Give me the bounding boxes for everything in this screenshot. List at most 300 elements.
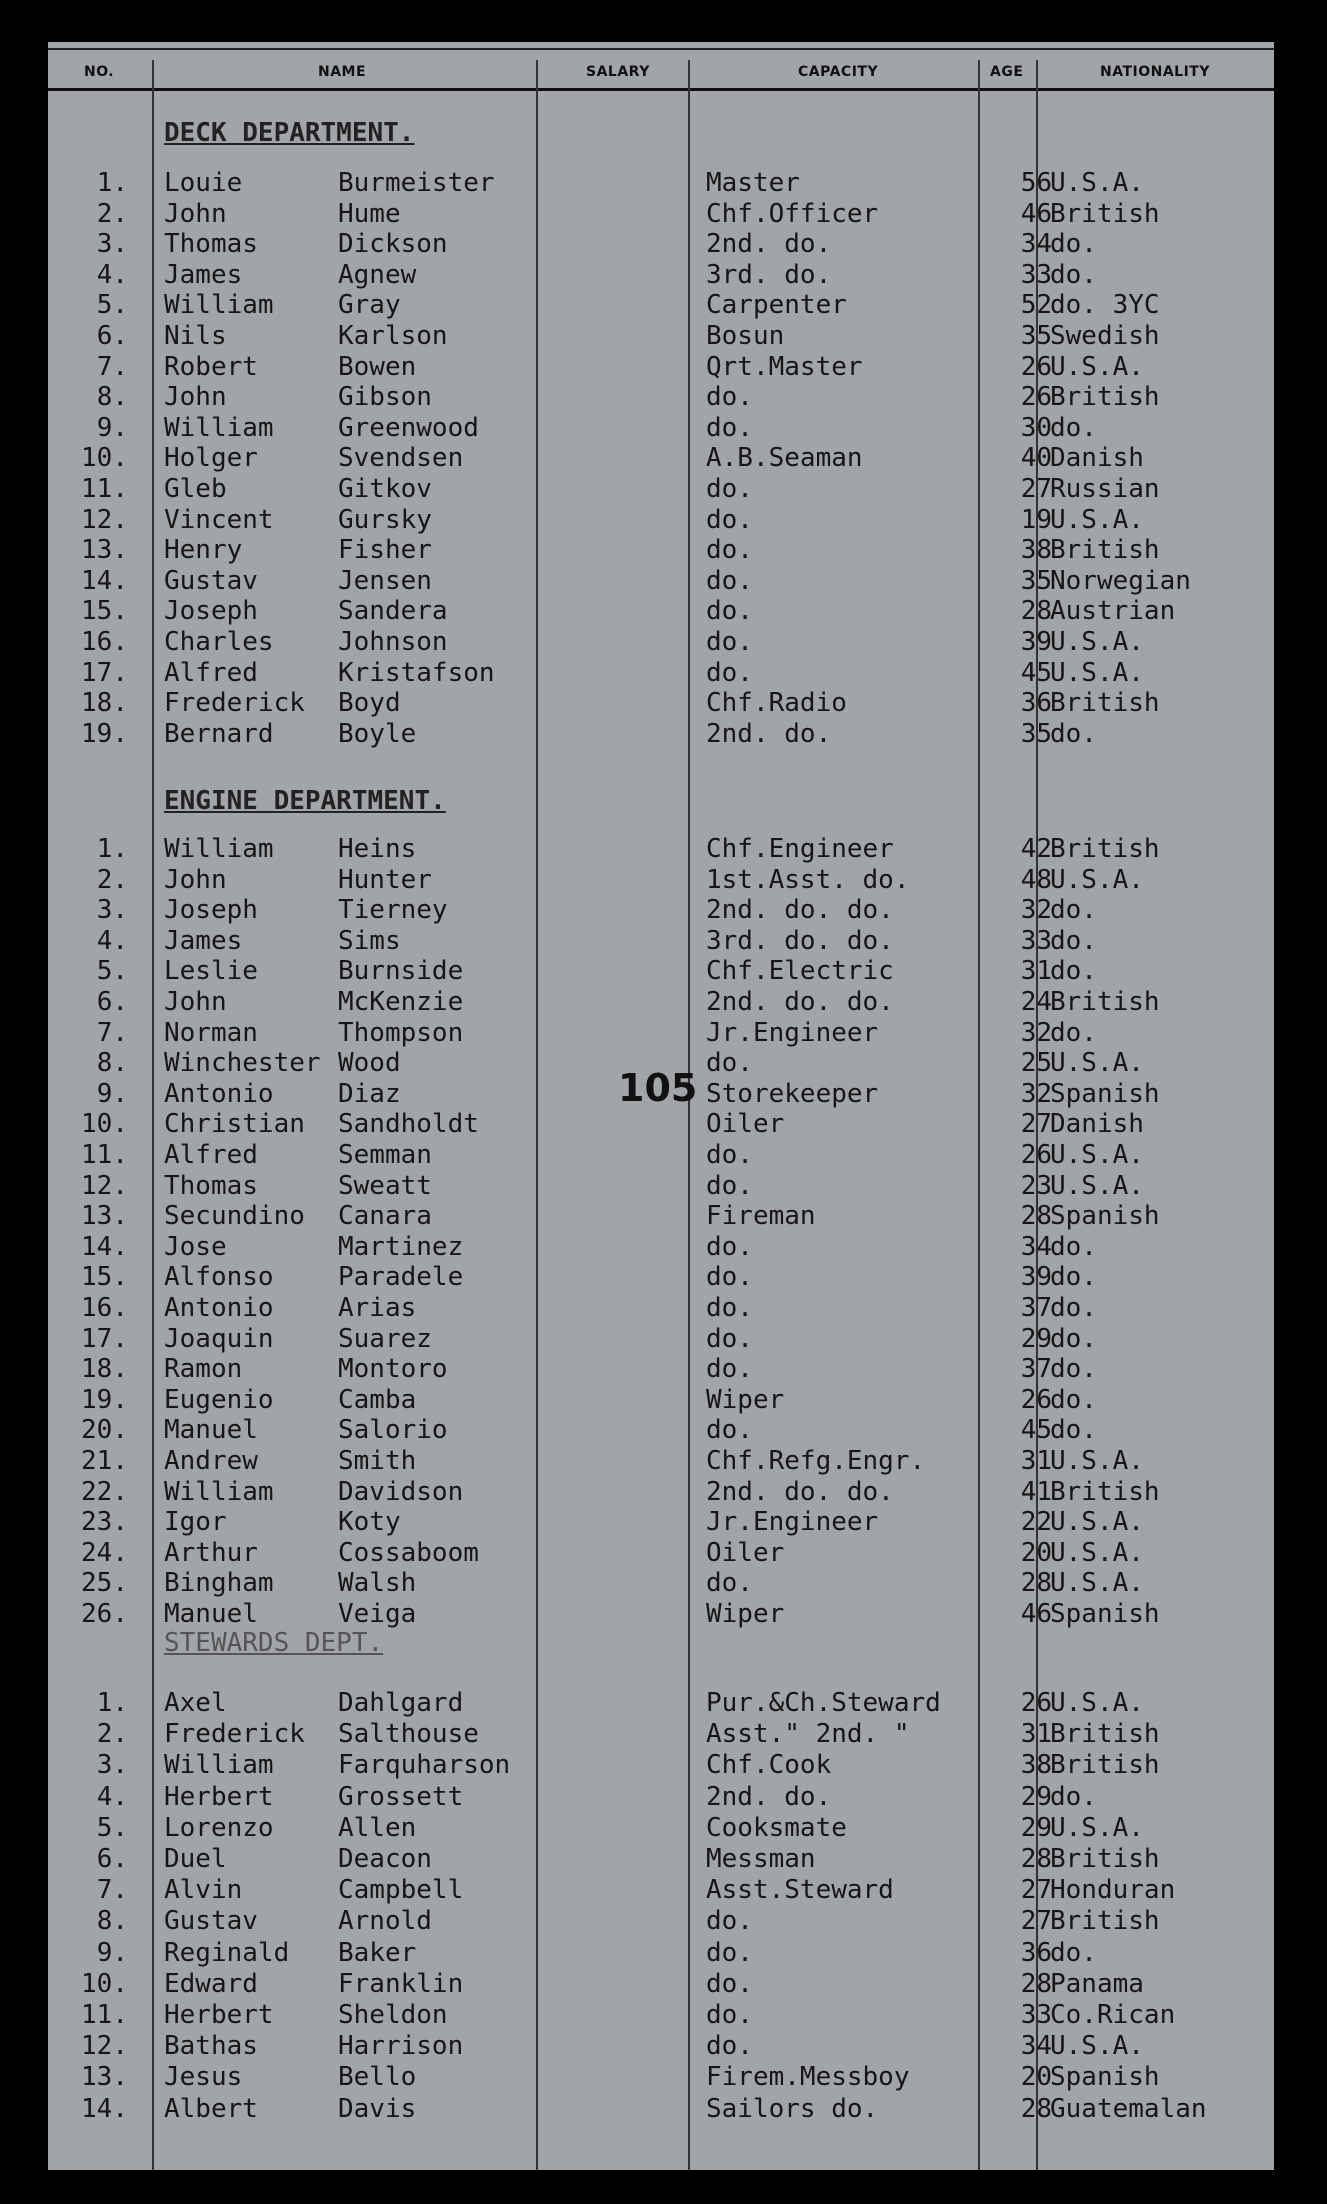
crew-number: 12. [81,2031,128,2062]
crew-first-name: William [164,834,274,864]
crew-capacity: Master [706,168,800,198]
crew-number: 11. [81,474,128,504]
crew-last-name: Arnold [338,1906,432,1937]
crew-last-name: Harrison [338,2031,464,2062]
crew-last-name: Franklin [338,1968,464,1999]
crew-age: 38 [1020,1750,1052,1781]
crew-age: 46 [1020,198,1052,229]
crew-last-name: Diaz [338,1078,401,1109]
crew-last-name: Kristafson [338,657,495,688]
crew-nationality: Spanish [1050,2062,1160,2093]
crew-first-name: Joseph [164,596,258,627]
crew-age: 39 [1020,627,1052,657]
crew-number: 6. [96,1844,128,1874]
crew-age: 27 [1020,474,1052,504]
crew-row [48,1109,1274,1139]
crew-first-name: Duel [164,1844,227,1874]
crew-age: 20 [1020,2062,1052,2093]
crew-nationality: Swedish [1050,321,1160,351]
crew-first-name: Norman [164,1017,258,1048]
crew-row [48,352,1274,382]
crew-row [48,1688,1274,1718]
crew-capacity: do. [706,504,753,535]
crew-capacity: Cooksmate [706,1812,847,1843]
crew-nationality: U.S.A. [1050,1537,1144,1568]
crew-capacity: 1st.Asst. do. [706,864,910,895]
crew-capacity: Oiler [706,1109,785,1140]
crew-age: 27 [1020,1875,1052,1906]
crew-first-name: Thomas [164,1170,258,1201]
crew-age: 26 [1020,1140,1052,1170]
crew-first-name: Manuel [164,1599,258,1629]
crew-first-name: Albert [164,2093,258,2124]
crew-row [48,535,1274,565]
crew-capacity: do. [706,1906,753,1937]
crew-age: 32 [1020,1017,1052,1048]
crew-nationality: do. [1050,956,1097,987]
crew-capacity: Qrt.Master [706,351,863,382]
crew-row [48,1568,1274,1598]
crew-row [48,1719,1274,1749]
crew-nationality: Danish [1050,1109,1144,1140]
crew-nationality: British [1050,1906,1160,1937]
crew-nationality: U.S.A. [1050,1568,1144,1599]
crew-capacity: Messman [706,1844,816,1874]
crew-row [48,2031,1274,2061]
crew-last-name: Cossaboom [338,1537,479,1568]
crew-age: 37 [1020,1354,1052,1385]
crew-first-name: William [164,1476,274,1507]
header-nationality: NATIONALITY [1100,64,1210,80]
crew-number: 17. [81,657,128,688]
crew-last-name: Arias [338,1293,417,1323]
crew-capacity: do. [706,1140,753,1170]
crew-row [48,290,1274,320]
crew-number: 23. [81,1507,128,1538]
crew-last-name: Sandholdt [338,1109,479,1140]
crew-number: 5. [96,956,128,987]
crew-first-name: William [164,290,274,321]
crew-number: 4. [96,259,128,290]
crew-capacity: Oiler [706,1537,785,1568]
crew-first-name: Winchester [164,1048,321,1079]
crew-row [48,1969,1274,1999]
crew-age: 29 [1020,1323,1052,1354]
crew-row [48,834,1274,864]
crew-first-name: Antonio [164,1078,274,1109]
crew-first-name: Bathas [164,2031,258,2062]
crew-row [48,2094,1274,2124]
crew-last-name: Bello [338,2062,417,2093]
crew-capacity: Asst." 2nd. " [706,1719,910,1750]
crew-last-name: Semman [338,1140,432,1170]
crew-row [48,229,1274,259]
crew-row [48,1750,1274,1780]
crew-number: 2. [96,198,128,229]
crew-row [48,321,1274,351]
section-title-engine: ENGINE DEPARTMENT. [164,786,446,816]
crew-number: 3. [96,229,128,260]
crew-row [48,1938,1274,1968]
crew-first-name: Igor [164,1507,227,1538]
crew-first-name: Arthur [164,1537,258,1568]
header-capacity: CAPACITY [798,64,879,80]
crew-nationality: do. [1050,1415,1097,1446]
crew-first-name: Edward [164,1968,258,1999]
crew-number: 13. [81,1201,128,1232]
crew-last-name: Tierney [338,895,448,926]
crew-age: 34 [1020,1231,1052,1262]
crew-last-name: Wood [338,1048,401,1079]
crew-last-name: Salthouse [338,1719,479,1750]
crew-last-name: Camba [338,1384,417,1415]
crew-row [48,566,1274,596]
crew-row [48,2000,1274,2030]
crew-first-name: Eugenio [164,1384,274,1415]
crew-age: 28 [1020,2093,1052,2124]
crew-row [48,168,1274,198]
crew-first-name: Frederick [164,688,305,719]
crew-first-name: Bingham [164,1568,274,1599]
crew-nationality: do. [1050,229,1097,260]
crew-nationality: do. [1050,718,1097,749]
crew-first-name: Herbert [164,1781,274,1812]
crew-age: 19 [1020,504,1052,535]
crew-nationality: U.S.A. [1050,657,1144,688]
crew-last-name: Hume [338,198,401,229]
crew-first-name: Leslie [164,956,258,987]
crew-first-name: William [164,1750,274,1781]
crew-last-name: Martinez [338,1231,464,1262]
crew-row [48,1906,1274,1936]
crew-row [48,1538,1274,1568]
crew-capacity: Wiper [706,1599,785,1629]
crew-age: 23 [1020,1170,1052,1201]
crew-age: 28 [1020,596,1052,627]
crew-capacity: Pur.&Ch.Steward [706,1688,941,1718]
crew-number: 10. [81,1109,128,1140]
crew-last-name: Grossett [338,1781,464,1812]
crew-last-name: Gursky [338,504,432,535]
crew-number: 16. [81,627,128,657]
crew-capacity: Chf.Officer [706,198,879,229]
crew-capacity: 2nd. do. do. [706,1476,894,1507]
crew-number: 9. [96,1078,128,1109]
crew-last-name: Davidson [338,1476,464,1507]
crew-number: 14. [81,1231,128,1262]
crew-capacity: do. [706,2031,753,2062]
crew-capacity: do. [706,1293,753,1323]
crew-last-name: McKenzie [338,987,464,1017]
crew-number: 4. [96,1781,128,1812]
header-name: NAME [318,64,367,80]
header-rule [48,88,1274,91]
crew-row [48,1385,1274,1415]
crew-first-name: John [164,198,227,229]
crew-row [48,382,1274,412]
header-no: NO. [84,64,115,80]
crew-age: 34 [1020,2031,1052,2062]
crew-age: 36 [1020,1937,1052,1968]
crew-capacity: do. [706,1048,753,1079]
crew-first-name: Gustav [164,1906,258,1937]
crew-first-name: Reginald [164,1937,290,1968]
crew-age: 33 [1020,925,1052,956]
crew-row [48,1324,1274,1354]
crew-row [48,474,1274,504]
crew-age: 26 [1020,1384,1052,1415]
crew-last-name: Walsh [338,1568,417,1599]
crew-first-name: Herbert [164,2000,274,2030]
crew-nationality: British [1050,834,1160,864]
crew-last-name: Greenwood [338,412,479,443]
crew-nationality: do. [1050,1937,1097,1968]
crew-capacity: do. [706,565,753,596]
crew-row [48,1354,1274,1384]
crew-number: 5. [96,290,128,321]
crew-capacity: Carpenter [706,290,847,321]
crew-nationality: do. [1050,895,1097,926]
crew-age: 31 [1020,1446,1052,1476]
crew-capacity: do. [706,535,753,566]
crew-first-name: Joaquin [164,1323,274,1354]
crew-number: 10. [81,1968,128,1999]
crew-last-name: Paradele [338,1262,464,1293]
crew-row [48,1018,1274,1048]
crew-nationality: Russian [1050,474,1160,504]
page-stamp-number: 105 [618,1066,698,1110]
crew-first-name: John [164,987,227,1017]
crew-number: 1. [96,834,128,864]
crew-row [48,1262,1274,1292]
crew-number: 15. [81,1262,128,1293]
crew-number: 3. [96,895,128,926]
crew-nationality: Spanish [1050,1599,1160,1629]
crew-age: 32 [1020,895,1052,926]
crew-first-name: Louie [164,168,243,198]
crew-nationality: do. [1050,1384,1097,1415]
crew-number: 21. [81,1446,128,1476]
crew-first-name: Thomas [164,229,258,260]
crew-number: 25. [81,1568,128,1599]
crew-age: 38 [1020,535,1052,566]
crew-row [48,1813,1274,1843]
crew-capacity: do. [706,1937,753,1968]
crew-nationality: British [1050,1719,1160,1750]
crew-age: 36 [1020,688,1052,719]
crew-age: 45 [1020,1415,1052,1446]
crew-last-name: Allen [338,1812,417,1843]
crew-capacity: Firem.Messboy [706,2062,910,2093]
crew-first-name: Vincent [164,504,274,535]
crew-first-name: Robert [164,351,258,382]
crew-age: 28 [1020,1568,1052,1599]
crew-last-name: Montoro [338,1354,448,1385]
crew-capacity: do. [706,474,753,504]
crew-age: 32 [1020,1078,1052,1109]
crew-age: 33 [1020,2000,1052,2030]
crew-row [48,956,1274,986]
crew-row [48,1171,1274,1201]
crew-row [48,987,1274,1017]
crew-first-name: Alfred [164,657,258,688]
crew-age: 27 [1020,1109,1052,1140]
crew-capacity: 3rd. do. do. [706,925,894,956]
crew-nationality: U.S.A. [1050,1688,1144,1718]
crew-row [48,719,1274,749]
crew-last-name: Dickson [338,229,448,260]
crew-age: 35 [1020,718,1052,749]
crew-nationality: Honduran [1050,1875,1176,1906]
crew-last-name: Gray [338,290,401,321]
crew-number: 5. [96,1812,128,1843]
crew-number: 7. [96,351,128,382]
crew-age: 26 [1020,382,1052,413]
crew-nationality: U.S.A. [1050,2031,1144,2062]
crew-number: 8. [96,1048,128,1079]
crew-nationality: British [1050,382,1160,413]
crew-row [48,505,1274,535]
crew-age: 46 [1020,1599,1052,1629]
crew-age: 45 [1020,657,1052,688]
crew-last-name: Hunter [338,864,432,895]
crew-last-name: Johnson [338,627,448,657]
crew-nationality: Norwegian [1050,565,1191,596]
crew-first-name: James [164,259,243,290]
crew-nationality: Panama [1050,1968,1144,1999]
crew-nationality: do. [1050,1262,1097,1293]
crew-capacity: do. [706,1415,753,1446]
crew-capacity: 2nd. do. [706,718,832,749]
crew-number: 11. [81,2000,128,2030]
crew-row [48,443,1274,473]
crew-age: 22 [1020,1507,1052,1538]
crew-number: 8. [96,1906,128,1937]
crew-last-name: Dahlgard [338,1688,464,1718]
crew-first-name: Jesus [164,2062,243,2093]
crew-capacity: Storekeeper [706,1078,879,1109]
crew-first-name: Jose [164,1231,227,1262]
crew-age: 35 [1020,565,1052,596]
crew-last-name: Veiga [338,1599,417,1629]
crew-nationality: U.S.A. [1050,1446,1144,1476]
crew-last-name: Sandera [338,596,448,627]
crew-row [48,1875,1274,1905]
crew-capacity: Chf.Cook [706,1750,832,1781]
crew-capacity: do. [706,1323,753,1354]
crew-age: 37 [1020,1293,1052,1323]
crew-row [48,1477,1274,1507]
crew-age: 42 [1020,834,1052,864]
crew-number: 9. [96,412,128,443]
crew-first-name: James [164,925,243,956]
crew-number: 7. [96,1875,128,1906]
top-rule [48,48,1274,50]
crew-capacity: Jr.Engineer [706,1017,879,1048]
crew-nationality: do. [1050,1293,1097,1323]
crew-row [48,413,1274,443]
crew-last-name: Campbell [338,1875,464,1906]
crew-number: 17. [81,1323,128,1354]
crew-age: 31 [1020,956,1052,987]
crew-number: 4. [96,925,128,956]
header-salary: SALARY [586,64,650,80]
crew-capacity: 2nd. do. [706,1781,832,1812]
crew-last-name: Sweatt [338,1170,432,1201]
crew-age: 39 [1020,1262,1052,1293]
crew-first-name: Secundino [164,1201,305,1232]
crew-capacity: Jr.Engineer [706,1507,879,1538]
crew-last-name: Davis [338,2093,417,2124]
crew-last-name: Svendsen [338,443,464,474]
crew-age: 28 [1020,1844,1052,1874]
crew-last-name: Agnew [338,259,417,290]
crew-last-name: Bowen [338,351,417,382]
crew-first-name: William [164,412,274,443]
crew-number: 19. [81,718,128,749]
crew-first-name: Lorenzo [164,1812,274,1843]
crew-nationality: British [1050,688,1160,719]
crew-row [48,658,1274,688]
crew-row [48,1293,1274,1323]
crew-last-name: Boyle [338,718,417,749]
crew-capacity: Fireman [706,1201,816,1232]
crew-age: 29 [1020,1781,1052,1812]
crew-capacity: do. [706,1354,753,1385]
crew-row [48,1446,1274,1476]
crew-nationality: U.S.A. [1050,1048,1144,1079]
crew-number: 6. [96,987,128,1017]
crew-nationality: do. [1050,1781,1097,1812]
crew-last-name: Koty [338,1507,401,1538]
crew-nationality: do. [1050,412,1097,443]
crew-age: 52 [1020,290,1052,321]
crew-row [48,1201,1274,1231]
crew-nationality: U.S.A. [1050,504,1144,535]
crew-capacity: do. [706,1968,753,1999]
crew-first-name: Alvin [164,1875,243,1906]
crew-nationality: do. [1050,1323,1097,1354]
crew-last-name: Smith [338,1446,417,1476]
crew-number: 1. [96,168,128,198]
crew-last-name: Gibson [338,382,432,413]
crew-capacity: do. [706,382,753,413]
crew-capacity: Asst.Steward [706,1875,894,1906]
crew-nationality: British [1050,198,1160,229]
crew-first-name: Manuel [164,1415,258,1446]
crew-age: 35 [1020,321,1052,351]
crew-number: 24. [81,1537,128,1568]
crew-capacity: do. [706,627,753,657]
crew-first-name: Gustav [164,565,258,596]
crew-nationality: Spanish [1050,1078,1160,1109]
crew-capacity: Bosun [706,321,785,351]
crew-number: 2. [96,1719,128,1750]
crew-number: 6. [96,321,128,351]
crew-number: 14. [81,2093,128,2124]
crew-nationality: Spanish [1050,1201,1160,1232]
crew-last-name: Karlson [338,321,448,351]
crew-nationality: do. [1050,259,1097,290]
crew-first-name: Antonio [164,1293,274,1323]
crew-first-name: Frederick [164,1719,305,1750]
crew-capacity: do. [706,1568,753,1599]
crew-number: 20. [81,1415,128,1446]
crew-row [48,260,1274,290]
crew-number: 18. [81,688,128,719]
crew-number: 15. [81,596,128,627]
crew-age: 25 [1020,1048,1052,1079]
